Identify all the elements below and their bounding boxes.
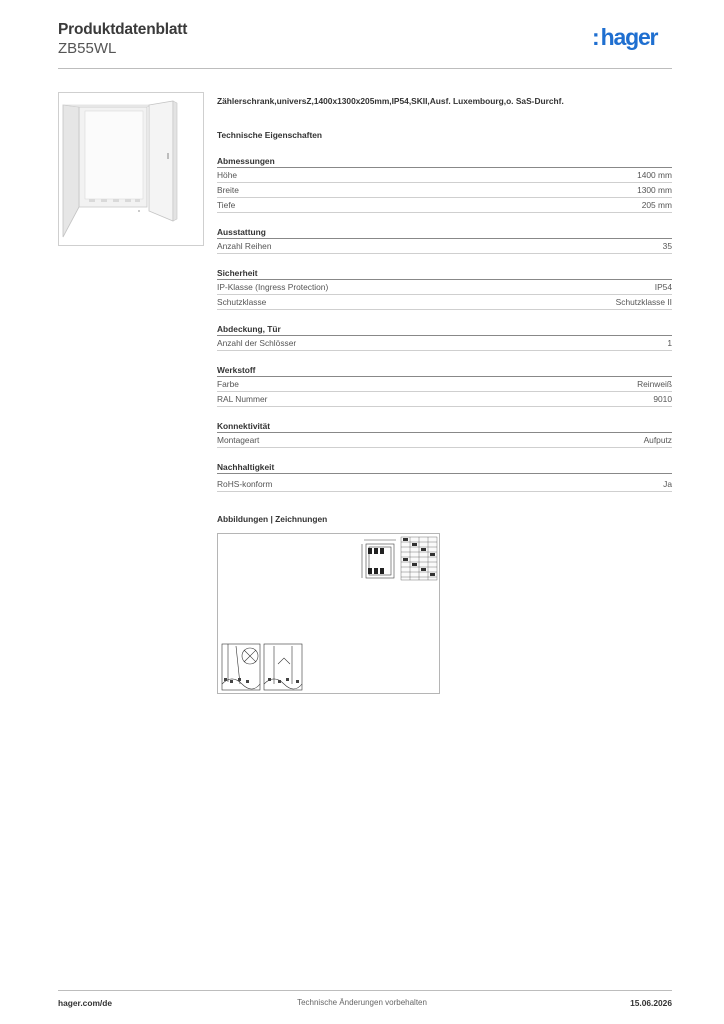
section-sicherheit <box>217 268 672 310</box>
spec-row <box>217 168 672 183</box>
spec-row <box>217 477 672 492</box>
spec-row <box>217 392 672 407</box>
spec-row <box>217 183 672 198</box>
footer-disclaimer: Technische Änderungen vorbehalten <box>297 998 427 1007</box>
spec-label: Tiefe <box>217 200 236 210</box>
spec-row <box>217 433 672 448</box>
spec-label: Montageart <box>217 435 260 445</box>
spec-label: Farbe <box>217 379 239 389</box>
spec-value: 1300 mm <box>637 185 672 195</box>
technical-properties-title: Technische Eigenschaften <box>217 130 323 140</box>
spec-label: RoHS-konform <box>217 479 273 489</box>
hager-logo: :hager <box>592 24 658 50</box>
section-konnektivitaet <box>217 421 672 448</box>
section-nachhaltigkeit <box>217 462 672 492</box>
spec-value: Reinweiß <box>637 379 672 389</box>
footer-date: 15.06.2026 <box>630 998 672 1008</box>
page-title: Produktdatenblatt <box>58 21 188 38</box>
section-title: Nachhaltigkeit <box>217 462 672 474</box>
spec-value: 205 mm <box>641 200 672 210</box>
spec-value: 1400 mm <box>637 170 672 180</box>
spec-value: Ja <box>663 479 672 489</box>
spec-label: Schutzklasse <box>217 297 267 307</box>
article-number: ZB55WL <box>58 40 117 57</box>
spec-value: Aufputz <box>643 435 672 445</box>
spec-label: Anzahl der Schlösser <box>217 338 297 348</box>
footer-website-link[interactable]: hager.com/de <box>58 998 112 1008</box>
section-title: Abdeckung, Tür <box>217 324 672 336</box>
section-title: Werkstoff <box>217 365 672 377</box>
spec-label: Anzahl Reihen <box>217 241 272 251</box>
section-ausstattung <box>217 227 672 254</box>
section-werkstoff <box>217 365 672 407</box>
section-title: Ausstattung <box>217 227 672 239</box>
spec-value: 35 <box>662 241 672 251</box>
spec-label: RAL Nummer <box>217 394 268 404</box>
spec-row <box>217 377 672 392</box>
figures-title: Abbildungen | Zeichnungen <box>217 514 328 524</box>
spec-row <box>217 239 672 254</box>
spec-row <box>217 280 672 295</box>
product-image <box>58 92 204 246</box>
spec-value: Schutzklasse II <box>615 297 672 307</box>
technical-drawing <box>217 533 440 694</box>
spec-label: Breite <box>217 185 239 195</box>
spec-row <box>217 295 672 310</box>
spec-value: IP54 <box>654 282 672 292</box>
spec-row <box>217 336 672 351</box>
section-title: Konnektivität <box>217 421 672 433</box>
product-description: Zählerschrank,universZ,1400x1300x205mm,IP54,SKII,Ausf. Luxembourg,o. SaS-Durchf. <box>217 96 564 106</box>
section-abmessungen <box>217 156 672 213</box>
spec-row <box>217 198 672 213</box>
section-title: Sicherheit <box>217 268 672 280</box>
section-title: Abmessungen <box>217 156 672 168</box>
spec-label: Höhe <box>217 170 238 180</box>
spec-label: IP-Klasse (Ingress Protection) <box>217 282 329 292</box>
header-divider <box>58 68 672 69</box>
product-details <box>217 96 672 694</box>
section-abdeckung-tuer <box>217 324 672 351</box>
footer-divider <box>58 990 672 991</box>
spec-value: 1 <box>667 338 672 348</box>
spec-value: 9010 <box>653 394 672 404</box>
